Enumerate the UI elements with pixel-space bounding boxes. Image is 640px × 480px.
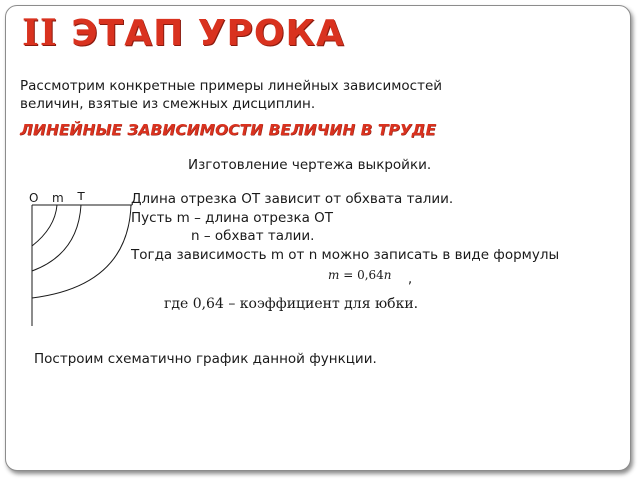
- explanation-text: [131, 190, 559, 264]
- title-text: ЭТАП УРОКА: [71, 13, 345, 54]
- formula-lhs: m: [328, 268, 340, 282]
- intro-line-2: величин, взятые из смежных дисциплин.: [20, 96, 316, 112]
- explanation-line-4: Тогда зависимость m от n можно записать в виде формулы: [131, 246, 560, 263]
- diagram-middle-arc: [32, 205, 81, 271]
- page-title: [22, 12, 345, 54]
- formula-coefficient: 0,64: [357, 268, 384, 282]
- diagram-small-arc: [32, 205, 57, 246]
- intro-paragraph: [20, 77, 540, 113]
- explanation-line-2: Пусть m – длина отрезка ОТ: [131, 209, 334, 226]
- diagram-large-arc: [32, 205, 131, 298]
- section-heading: Изготовление чертежа выкройки.: [188, 157, 432, 173]
- pattern-diagram: [24, 188, 134, 328]
- diagram-label-o: О: [29, 191, 39, 205]
- explanation-line-1: Длина отрезка ОТ зависит от обхвата талии.: [131, 191, 454, 207]
- coefficient-note: где 0,64 – коэффициент для юбки.: [164, 296, 419, 312]
- formula-comma: ,: [408, 272, 413, 287]
- formula-equals: =: [339, 268, 358, 282]
- title-roman-numeral: II: [22, 12, 58, 54]
- closing-text: Построим схематично график данной функции.: [34, 351, 377, 367]
- diagram-label-m: m: [52, 191, 64, 205]
- section-subtitle: ЛИНЕЙНЫЕ ЗАВИСИМОСТИ ВЕЛИЧИН В ТРУДЕ: [20, 121, 437, 139]
- intro-line-1: Рассмотрим конкретные примеры линейных зависимостей: [20, 78, 443, 94]
- formula: [328, 268, 392, 282]
- diagram-label-t: т: [77, 188, 86, 204]
- explanation-line-3: n – обхват талии.: [191, 228, 315, 244]
- formula-rhs: n: [383, 268, 392, 282]
